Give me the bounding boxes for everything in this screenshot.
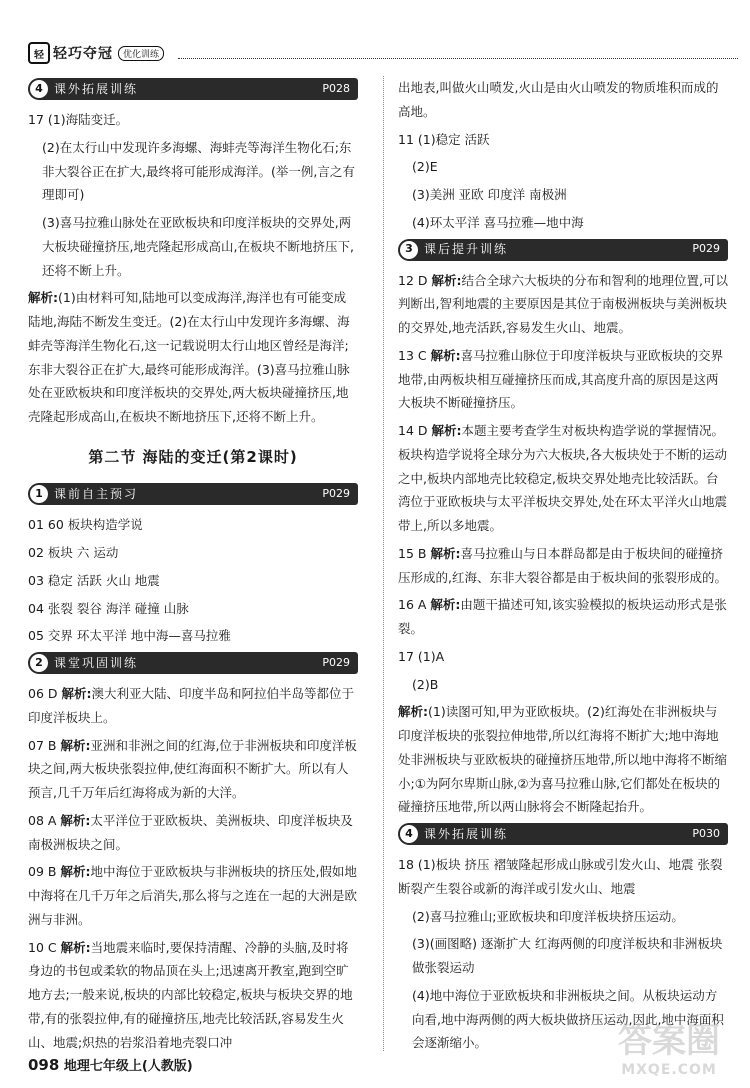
explanation-text: 本题主要考查学生对板块构造学说的掌握情况。板块构造学说将全球分为六大板块,各大板块处于不断的运动之中,板块内部地壳比较稳定,板块交界处地壳比较活跃。台湾位于亚欧板块与太平洋板块交界处,处在环太平洋火山地震带上,所以多地震。: [398, 423, 727, 533]
logo-subtitle: 优化训练: [118, 46, 164, 61]
section-bar-title: 课外拓展训练: [424, 826, 509, 841]
answer-item: [398, 269, 728, 340]
watermark-text: 答案圈: [618, 1021, 720, 1061]
explanation-label: 解析:: [398, 704, 428, 720]
preview-line: 01 60 板块构造学说: [28, 517, 143, 533]
answer-line: 17 (1)海陆变迁。: [28, 112, 129, 127]
explanation-label: 解析:: [28, 290, 58, 306]
section-bar-title: 课后提升训练: [424, 242, 509, 257]
explanation-text: (1)读图可知,甲为亚欧板块。(2)红海处在非洲板块与印度洋板块的张裂拉伸地带,所以红海将不断扩大;地中海地处非洲板块与亚欧板块的碰撞挤压地带,所以地中海将不断缩小;①为阿尔卑斯山脉,②为喜马拉雅山脉,它们都处在板块的碰撞挤压地带,所以两山脉将会不断隆起抬升。: [398, 704, 727, 815]
column-divider: [383, 76, 384, 1051]
watermark-url: MXQE.COM: [621, 1062, 717, 1078]
answer-head: 12 D: [398, 272, 428, 288]
answer-head: 16 A: [398, 597, 427, 613]
answer-line: 17 (1)A: [398, 648, 445, 664]
watermark: [604, 1022, 734, 1084]
answer-item: [398, 542, 728, 590]
explanation-text: 太平洋位于亚欧板块、美洲板块、印度洋板块及南极洲板块之间。: [28, 812, 353, 852]
preview-line: 04 张裂 裂谷 海洋 碰撞 山脉: [28, 600, 189, 616]
section-bar-extension-2: [398, 823, 728, 845]
answer-head: 13 C: [398, 347, 427, 363]
answer-item: [28, 682, 358, 730]
answer-head: 15 B: [398, 545, 427, 561]
section-number: 4: [30, 80, 48, 98]
section-number: 2: [30, 654, 48, 672]
page-number: 098: [28, 1056, 60, 1074]
answer-line: (4)环太平洋 喜马拉雅—地中海: [412, 214, 584, 230]
explanation-text: 由题干描述可知,该实验模拟的板块运动形式是张裂。: [398, 597, 727, 636]
answer-line: (2)B: [412, 676, 439, 692]
answer-line: (4)地中海位于亚欧板块和非洲板块之间。从板块运动方向看,地中海两侧的两大板块做挤压运动,因此,地中海面积会逐渐缩小。: [412, 987, 724, 1051]
header-rule: [178, 58, 738, 59]
answer-head: 06 D: [28, 686, 58, 701]
explanation-label: 解析:: [430, 347, 461, 363]
right-column: [398, 76, 728, 1059]
explanation-label: 解析:: [60, 812, 91, 828]
answer-line: 18 (1)板块 挤压 褶皱隆起形成山脉或引发火山、地震 张裂 断裂产生裂谷或新的海洋或引发火山、地震: [398, 857, 723, 896]
page-code: P028: [322, 81, 350, 95]
section-bar-preview: [28, 483, 358, 505]
answer-line: (3)(画图略) 逐渐扩大 红海两侧的印度洋板块和非洲板块做张裂运动: [412, 936, 723, 975]
section-bar-title: 课堂巩固训练: [54, 655, 139, 670]
explanation: [28, 286, 358, 429]
page-header: [28, 42, 728, 64]
answer-head: 14 D: [398, 423, 428, 438]
answer-head: 07 B: [28, 737, 57, 753]
explanation-label: 解析:: [430, 545, 461, 561]
page-code: P030: [692, 826, 720, 840]
explanation-text: 澳大利亚大陆、印度半岛和阿拉伯半岛等都位于印度洋板块上。: [28, 686, 355, 725]
answer-line: (2)E: [412, 159, 438, 175]
explanation-text: 亚洲和非洲之间的红海,位于非洲板块和印度洋板块之间,两大板块张裂拉伸,使红海面积不断扩大。所以有人预言,几千万年后红海将成为新的大洋。: [28, 737, 357, 800]
answer-item: [28, 734, 358, 805]
book-title: 地理七年级上(人教版): [63, 1059, 193, 1074]
section-number: 1: [30, 485, 48, 503]
answer-line: 11 (1)稳定 活跃: [398, 131, 490, 147]
logo-text: 轻巧夺冠: [53, 46, 113, 62]
answer-head: 09 B: [28, 864, 57, 880]
explanation-label: 解析:: [60, 939, 91, 955]
explanation: [398, 700, 728, 819]
explanation-label: 解析:: [431, 272, 462, 288]
answer-item: [28, 809, 358, 857]
section-bar-title: 课前自主预习: [54, 486, 139, 501]
section-number: 4: [400, 825, 418, 843]
section-bar-extension: [28, 78, 358, 100]
answer-item: [398, 419, 728, 538]
answer-line: (3)美洲 亚欧 印度洋 南极洲: [412, 187, 567, 202]
answer-item: [28, 860, 358, 931]
section-bar-classwork: [28, 652, 358, 674]
continued-text: 出地表,叫做火山喷发,火山是由火山喷发的物质堆积而成的高地。: [398, 80, 719, 119]
preview-line: 05 交界 环太平洋 地中海—喜马拉雅: [28, 628, 231, 644]
explanation-label: 解析:: [61, 686, 92, 701]
section-bar-title: 课外拓展训练: [54, 81, 139, 96]
answer-item: [398, 593, 728, 641]
explanation-label: 解析:: [431, 423, 462, 438]
explanation-label: 解析:: [60, 864, 91, 880]
explanation-text: 当地震来临时,要保持清醒、冷静的头脑,及时将身边的书包或柔软的物品顶在头上;迅速离开教室,跑到空旷地方去;一般来说,板块的内部比较稳定,板块与板块交界的地带,有的张裂拉伸,有的碰撞挤压,地壳比较活跃,容易发生火山、地震;炽热的岩浆沿着地壳裂口冲: [28, 939, 353, 1050]
explanation-text: (1)由材料可知,陆地可以变成海洋,海洋也有可能变成陆地,海陆不断发生变迁。(2)在太行山中发现许多海螺、海蚌壳等海洋生物化石,这一记载说明太行山地区曾经是海洋;东非大裂谷正在扩大,最终可能形成海洋。(3)喜马拉雅山脉处在亚欧板块和印度洋板块的交界处,两大板块碰撞挤压,地壳隆起形成高山,在板块不断地挤压下,还将不断上升。: [28, 290, 350, 424]
preview-line: 02 板块 六 运动: [28, 545, 119, 560]
page-code: P029: [322, 486, 350, 500]
explanation-text: 地中海位于亚欧板块与非洲板块的挤压处,假如地中海将在几千万年之后消失,那么将与之连在一起的大洲是欧洲与非洲。: [28, 864, 357, 927]
explanation-label: 解析:: [60, 737, 91, 753]
explanation-text: 喜马拉雅山脉位于印度洋板块与亚欧板块的交界地带,由两板块相互碰撞挤压而成,其高度升高的原因是这两大板块不断碰撞挤压。: [398, 347, 724, 411]
answer-line: (3)喜马拉雅山脉处在亚欧板块和印度洋板块的交界处,两大板块碰撞挤压,地壳隆起形成高山,在板块不断地挤压下,还将不断上升。: [42, 215, 354, 278]
section-number: 3: [400, 241, 418, 259]
explanation-text: 结合全球六大板块的分布和智利的地理位置,可以判断出,智利地震的主要原因是其位于南极洲板块与美洲板块的交界处,地壳活跃,容易发生火山、地震。: [398, 272, 728, 335]
answer-item: [398, 344, 728, 415]
answer-head: 08 A: [28, 812, 57, 828]
answer-item: [28, 936, 358, 1055]
answer-line: (2)喜马拉雅山;亚欧板块和印度洋板块挤压运动。: [412, 908, 684, 924]
explanation-text: 喜马拉雅山与日本群岛都是由于板块间的碰撞挤压形成的,红海、东非大裂谷都是由于板块间的张裂形成的。: [398, 545, 727, 585]
section-heading: 第二节 海陆的变迁(第2课时): [88, 447, 298, 466]
explanation-label: 解析:: [430, 597, 461, 613]
answer-head: 10 C: [28, 939, 57, 955]
left-column: [28, 76, 358, 1058]
section-bar-homework: [398, 239, 728, 261]
page-code: P029: [322, 655, 350, 669]
page-footer: [28, 1055, 193, 1074]
brand-logo: [28, 42, 164, 64]
preview-line: 03 稳定 活跃 火山 地震: [28, 572, 160, 588]
page-code: P029: [692, 242, 720, 256]
answer-line: (2)在太行山中发现许多海螺、海蚌壳等海洋生物化石;东非大裂谷正在扩大,最终将可能形成海洋。(举一例,言之有理即可): [42, 139, 355, 203]
logo-mark-icon: 轻: [28, 42, 50, 64]
